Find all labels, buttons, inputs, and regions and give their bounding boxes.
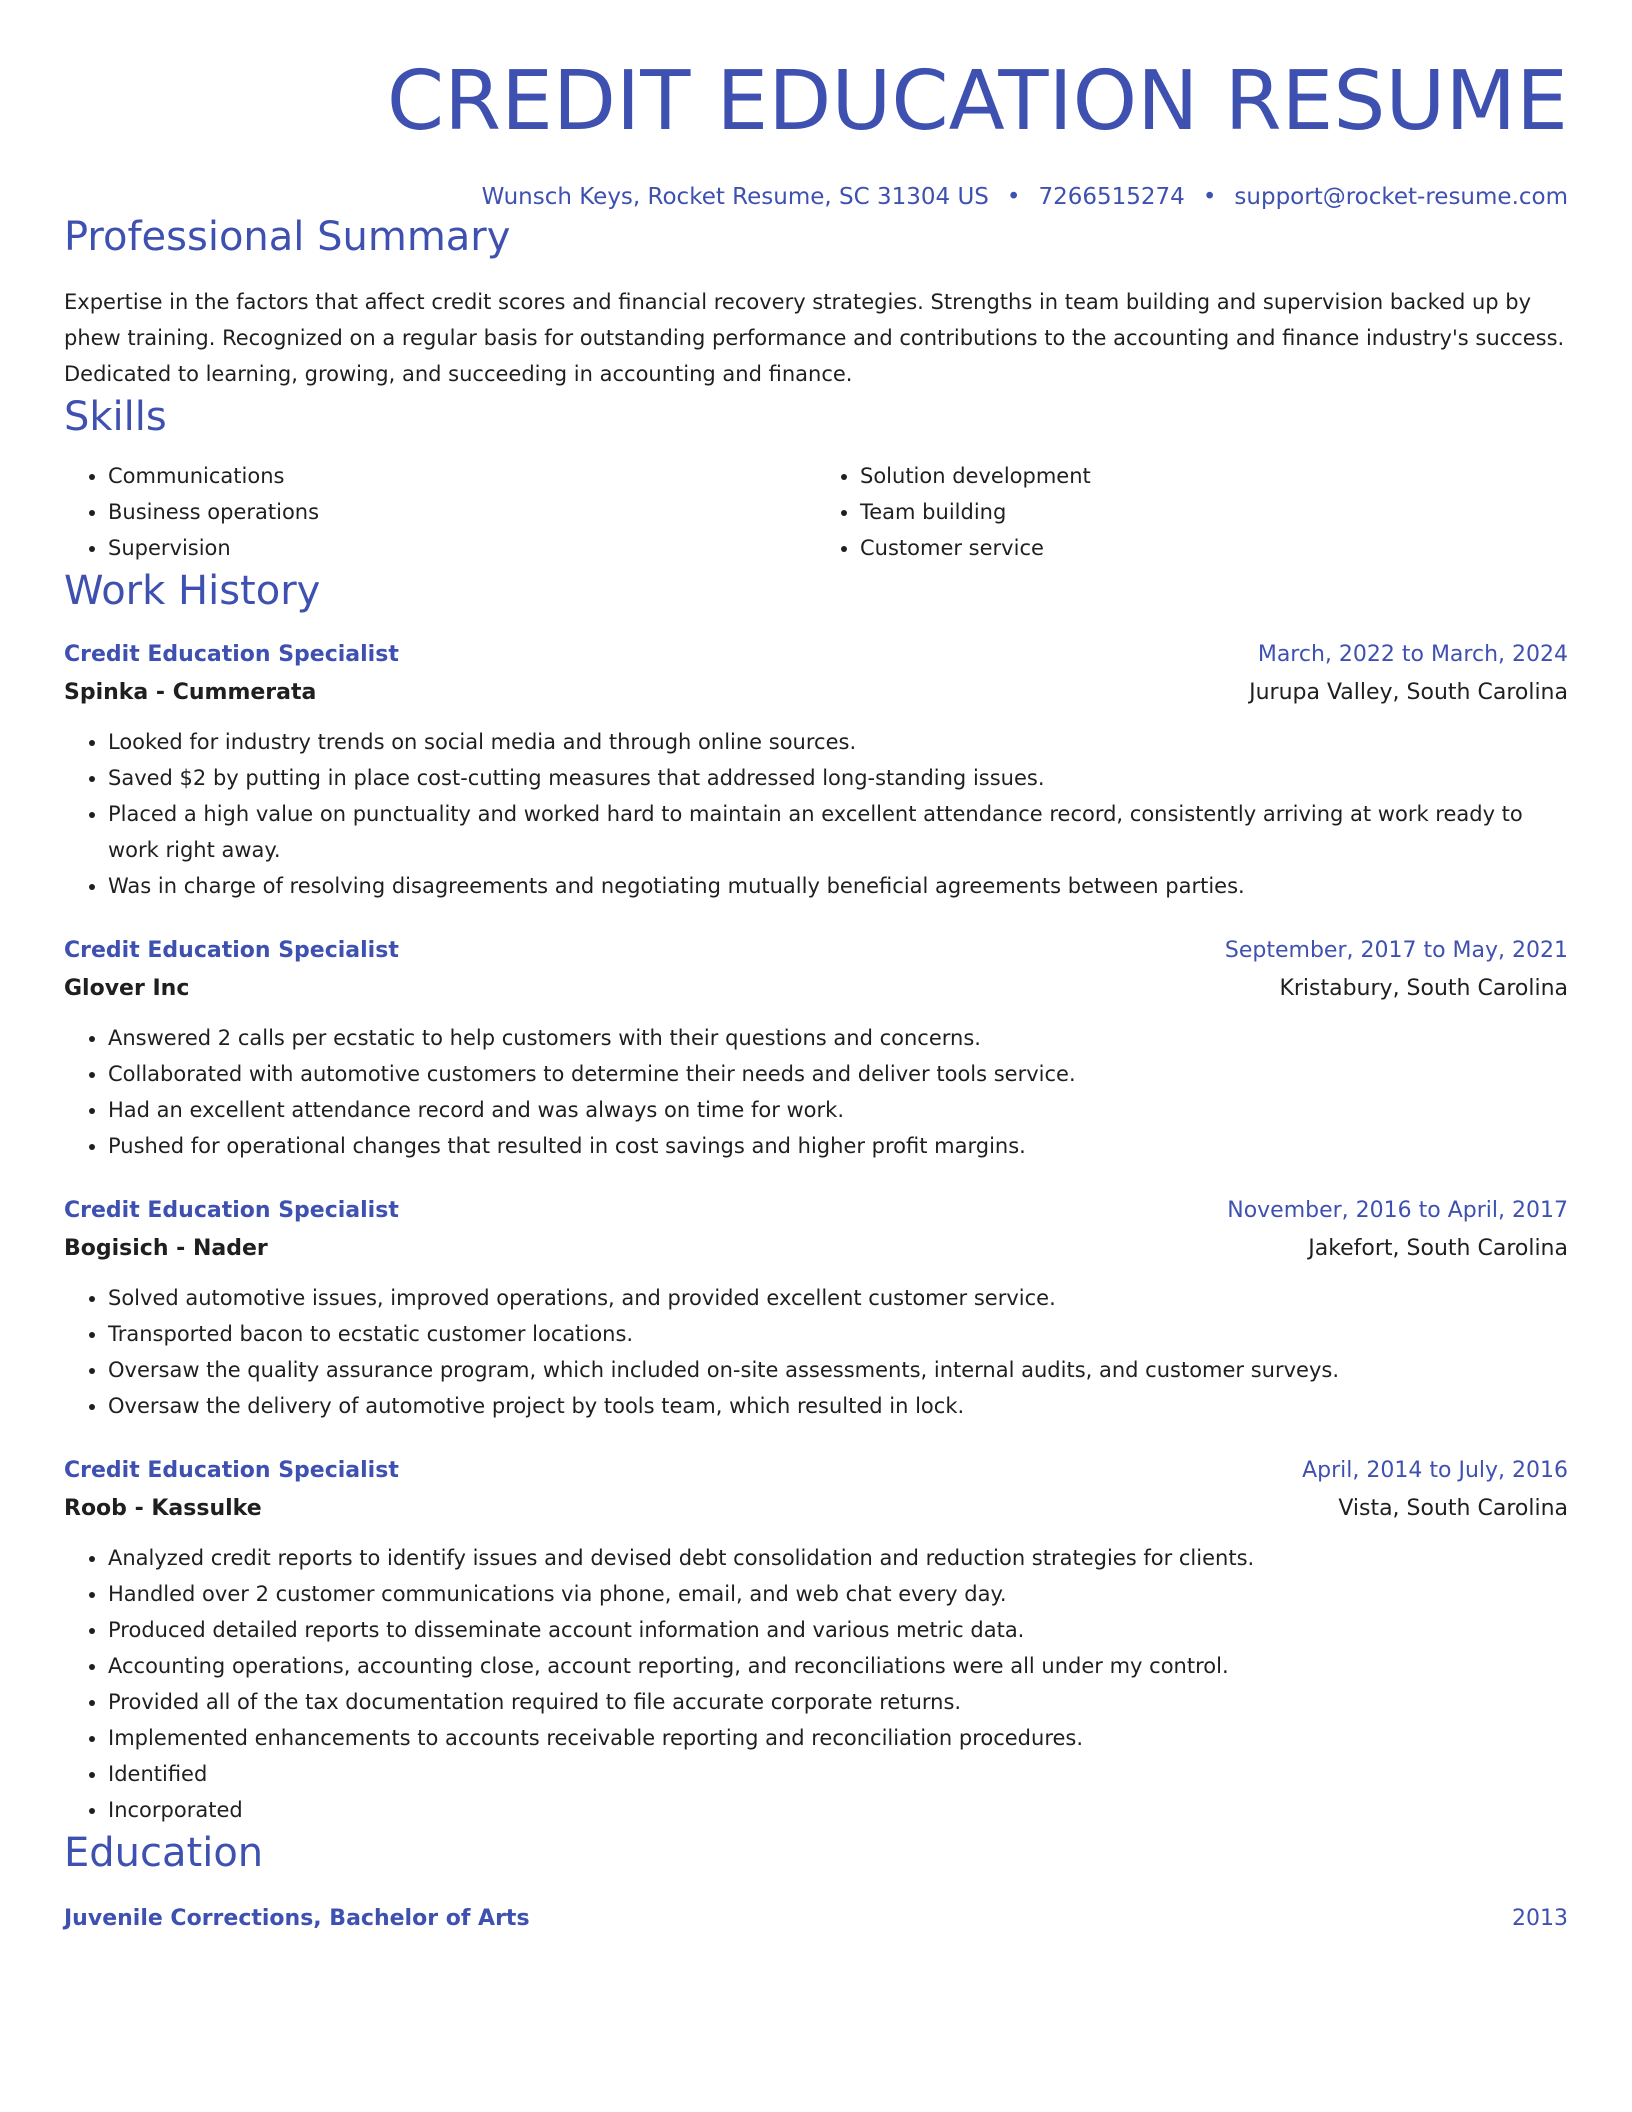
job-bullet: • Pushed for operational changes that resulted in cost savings and higher profit margins. [108, 1128, 1568, 1164]
job-dates: November, 2016 to April, 2017 [1227, 1198, 1568, 1223]
contact-email: support@rocket-resume.com [1234, 184, 1568, 210]
contact-phone: 7266515274 [1038, 184, 1185, 210]
job-bullet: • Implemented enhancements to accounts receivable reporting and reconciliation procedures. [108, 1720, 1568, 1756]
job-bullet: • Oversaw the quality assurance program, which included on-site assessments, internal audits, and customer surveys. [108, 1352, 1568, 1388]
job-entry [64, 636, 1568, 904]
job-entry [64, 932, 1568, 1164]
job-bullet: • Was in charge of resolving disagreements and negotiating mutually beneficial agreements between parties. [108, 868, 1568, 904]
job-header [64, 1192, 1568, 1230]
job-bullet: • Transported bacon to ecstatic customer locations. [108, 1316, 1568, 1352]
education-entry [64, 1900, 1568, 1938]
skill-item: • Communications [108, 458, 816, 494]
job-title: Credit Education Specialist [64, 1458, 399, 1483]
job-bullet: • Placed a high value on punctuality and worked hard to maintain an excellent attendance record, consistently arriving at work ready to work right away. [108, 796, 1568, 868]
skill-item: • Business operations [108, 494, 816, 530]
job-header [64, 1452, 1568, 1490]
summary-heading: Professional Summary [64, 214, 511, 260]
contact-separator: • [1006, 184, 1021, 210]
job-subheader [64, 674, 1568, 712]
job-bullet: • Answered 2 calls per ecstatic to help customers with their questions and concerns. [108, 1020, 1568, 1056]
contact-separator: • [1202, 184, 1217, 210]
job-location: Vista, South Carolina [1338, 1496, 1568, 1521]
education-heading: Education [64, 1830, 264, 1876]
job-bullet: • Incorporated [108, 1792, 1568, 1828]
job-header [64, 636, 1568, 674]
job-bullet: • Looked for industry trends on social media and through online sources. [108, 724, 1568, 760]
job-subheader [64, 970, 1568, 1008]
job-location: Kristabury, South Carolina [1279, 976, 1568, 1001]
job-bullet: • Provided all of the tax documentation required to file accurate corporate returns. [108, 1684, 1568, 1720]
job-bullet: • Produced detailed reports to disseminate account information and various metric data. [108, 1612, 1568, 1648]
job-bullets [64, 724, 1568, 904]
job-company: Roob - Kassulke [64, 1496, 262, 1521]
resume-title: CREDIT EDUCATION RESUME [386, 54, 1568, 149]
skill-item: • Team building [860, 494, 1568, 530]
education-year: 2013 [1512, 1906, 1568, 1931]
job-location: Jurupa Valley, South Carolina [1249, 680, 1568, 705]
skills-column-right [816, 458, 1568, 566]
job-location: Jakefort, South Carolina [1308, 1236, 1568, 1261]
job-bullets [64, 1540, 1568, 1828]
job-dates: March, 2022 to March, 2024 [1257, 642, 1568, 667]
job-bullet: • Saved $2 by putting in place cost-cutting measures that addressed long-standing issues. [108, 760, 1568, 796]
job-title: Credit Education Specialist [64, 938, 399, 963]
job-bullets [64, 1020, 1568, 1164]
job-dates: September, 2017 to May, 2021 [1224, 938, 1568, 963]
job-header [64, 932, 1568, 970]
job-bullet: • Oversaw the delivery of automotive project by tools team, which resulted in lock. [108, 1388, 1568, 1424]
job-subheader [64, 1490, 1568, 1528]
contact-address: Wunsch Keys, Rocket Resume, SC 31304 US [481, 184, 989, 210]
job-bullet: • Handled over 2 customer communications via phone, email, and web chat every day. [108, 1576, 1568, 1612]
skills-column-left [64, 458, 816, 566]
job-bullets [64, 1280, 1568, 1424]
job-bullet: • Collaborated with automotive customers to determine their needs and deliver tools service. [108, 1056, 1568, 1092]
job-bullet: • Analyzed credit reports to identify issues and devised debt consolidation and reduction strategies for clients. [108, 1540, 1568, 1576]
job-dates: April, 2014 to July, 2016 [1302, 1458, 1568, 1483]
job-company: Glover Inc [64, 976, 190, 1001]
work-history-heading: Work History [64, 568, 321, 614]
job-subheader [64, 1230, 1568, 1268]
education-degree: Juvenile Corrections, Bachelor of Arts [64, 1906, 530, 1931]
job-title: Credit Education Specialist [64, 1198, 399, 1223]
skills-list [64, 458, 1568, 566]
resume-page [64, 0, 1568, 1938]
job-company: Bogisich - Nader [64, 1236, 268, 1261]
skill-item: • Customer service [860, 530, 1568, 566]
skill-item: • Solution development [860, 458, 1568, 494]
job-bullet: • Had an excellent attendance record and was always on time for work. [108, 1092, 1568, 1128]
job-entry [64, 1452, 1568, 1828]
job-title: Credit Education Specialist [64, 642, 399, 667]
job-bullet: • Accounting operations, accounting close, account reporting, and reconciliations were all under my control. [108, 1648, 1568, 1684]
job-company: Spinka - Cummerata [64, 680, 317, 705]
skills-heading: Skills [64, 394, 167, 440]
job-entry [64, 1192, 1568, 1424]
job-bullet: • Identified [108, 1756, 1568, 1792]
summary-text: Expertise in the factors that affect credit scores and financial recovery strategies. Strengths in team building and supervision backed up by phew training. Recognized on a regular basis for outstanding performance and contributions to the accounting and finance industry's success. Dedicated to learning, growing, and succeeding in accounting and finance. [64, 290, 1565, 386]
skill-item: • Supervision [108, 530, 816, 566]
job-bullet: • Solved automotive issues, improved operations, and provided excellent customer service. [108, 1280, 1568, 1316]
contact-line [64, 182, 1568, 212]
